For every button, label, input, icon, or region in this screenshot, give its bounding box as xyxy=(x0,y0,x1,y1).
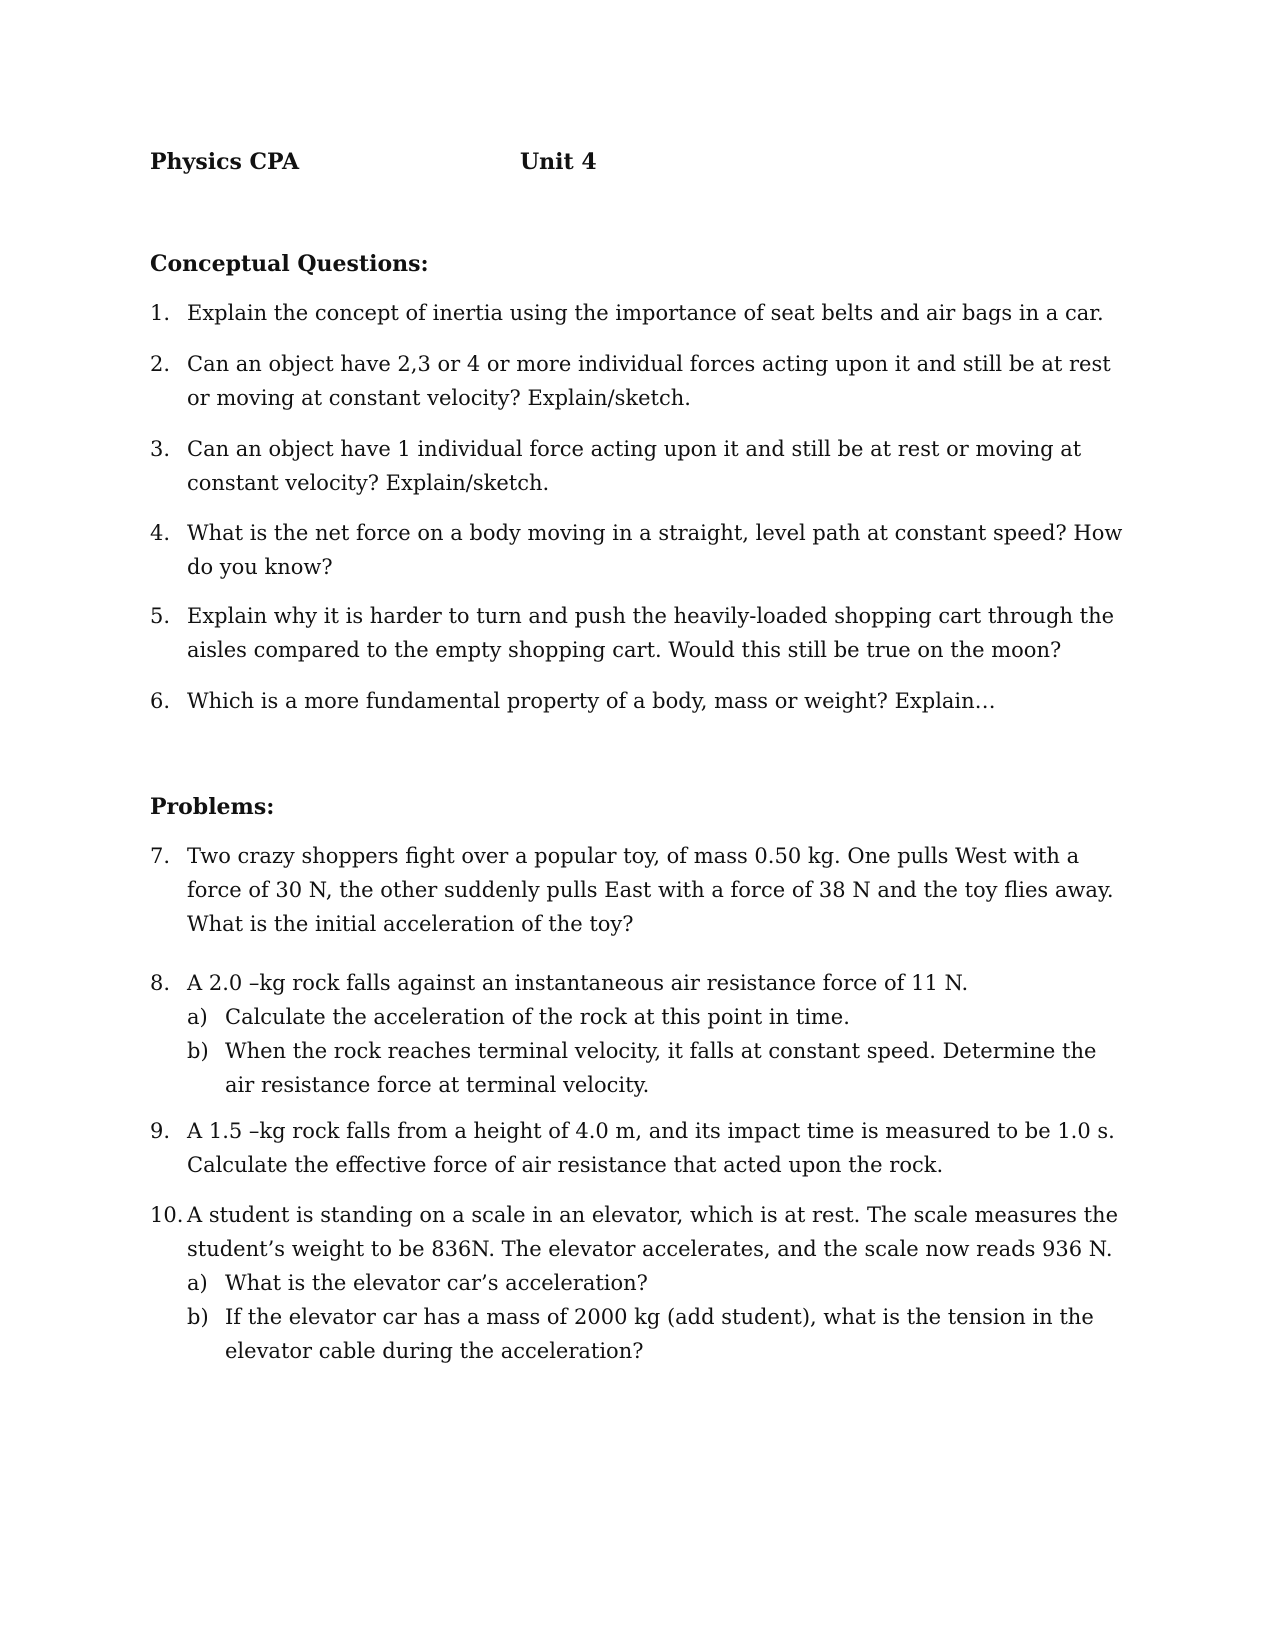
sub-question-letter: a) xyxy=(187,1005,208,1029)
question-number: 2. xyxy=(150,352,171,376)
page-header xyxy=(150,148,597,176)
problem-text: A 1.5 –kg rock falls from a height of 4.0 m, and its impact time is measured to be 1.0 s. Calculate the effective force of air resistance that acted upon the rock. xyxy=(187,1119,1115,1177)
problem-text: A 2.0 –kg rock falls against an instantaneous air resistance force of 11 N. xyxy=(187,971,969,995)
problem-number: 8. xyxy=(150,971,171,995)
question-text: Can an object have 1 individual force acting upon it and still be at rest or moving at constant velocity? Explain/sketch. xyxy=(187,437,1082,495)
problem-text: Two crazy shoppers fight over a popular toy, of mass 0.50 kg. One pulls West with a force of 30 N, the other suddenly pulls East with a force of 38 N and the toy flies away. What is the initial acceleration of the toy? xyxy=(187,844,1114,936)
question-3 xyxy=(150,432,1130,500)
course-title: Physics CPA xyxy=(150,149,300,175)
question-text: Can an object have 2,3 or 4 or more individual forces acting upon it and still be at rest or moving at constant velocity? Explain/sketch. xyxy=(187,352,1111,410)
problem-10 xyxy=(150,1198,1130,1368)
question-2 xyxy=(150,347,1130,415)
question-text: What is the net force on a body moving in a straight, level path at constant speed? How do you know? xyxy=(187,521,1123,579)
unit-title: Unit 4 xyxy=(520,149,597,175)
question-1 xyxy=(150,296,1130,330)
problem-9 xyxy=(150,1114,1130,1182)
problem-8 xyxy=(150,966,1130,1102)
sub-question-text: What is the elevator car’s acceleration? xyxy=(225,1271,648,1295)
sub-question-b xyxy=(187,1300,1130,1368)
question-5 xyxy=(150,599,1130,667)
question-text: Which is a more fundamental property of a body, mass or weight? Explain… xyxy=(187,689,996,713)
question-number: 1. xyxy=(150,301,171,325)
question-number: 4. xyxy=(150,521,171,545)
question-text: Explain the concept of inertia using the importance of seat belts and air bags in a car. xyxy=(187,301,1104,325)
question-number: 5. xyxy=(150,604,171,628)
question-number: 3. xyxy=(150,437,171,461)
sub-question-letter: b) xyxy=(187,1039,209,1063)
sub-question-b xyxy=(187,1034,1130,1102)
problem-number: 10. xyxy=(150,1203,184,1227)
problem-7 xyxy=(150,839,1130,941)
problems-heading: Problems: xyxy=(150,794,275,820)
problem-number: 7. xyxy=(150,844,171,868)
problem-text: A student is standing on a scale in an elevator, which is at rest. The scale measures the student’s weight to be 836N. The elevator accelerates, and the scale now reads 936 N. xyxy=(187,1203,1118,1261)
sub-question-a xyxy=(187,1000,1130,1034)
question-number: 6. xyxy=(150,689,171,713)
problem-number: 9. xyxy=(150,1119,171,1143)
sub-question-letter: b) xyxy=(187,1305,209,1329)
sub-question-letter: a) xyxy=(187,1271,208,1295)
question-4 xyxy=(150,516,1130,584)
question-6 xyxy=(150,684,1130,718)
sub-question-text: Calculate the acceleration of the rock at this point in time. xyxy=(225,1005,850,1029)
sub-question-text: If the elevator car has a mass of 2000 kg (add student), what is the tension in the elevator cable during the acceleration? xyxy=(225,1305,1094,1363)
sub-question-text: When the rock reaches terminal velocity, it falls at constant speed. Determine the air resistance force at terminal velocity. xyxy=(225,1039,1097,1097)
conceptual-heading: Conceptual Questions: xyxy=(150,251,429,277)
question-text: Explain why it is harder to turn and push the heavily-loaded shopping cart through the aisles compared to the empty shopping cart. Would this still be true on the moon? xyxy=(187,604,1115,662)
sub-question-a xyxy=(187,1266,1130,1300)
